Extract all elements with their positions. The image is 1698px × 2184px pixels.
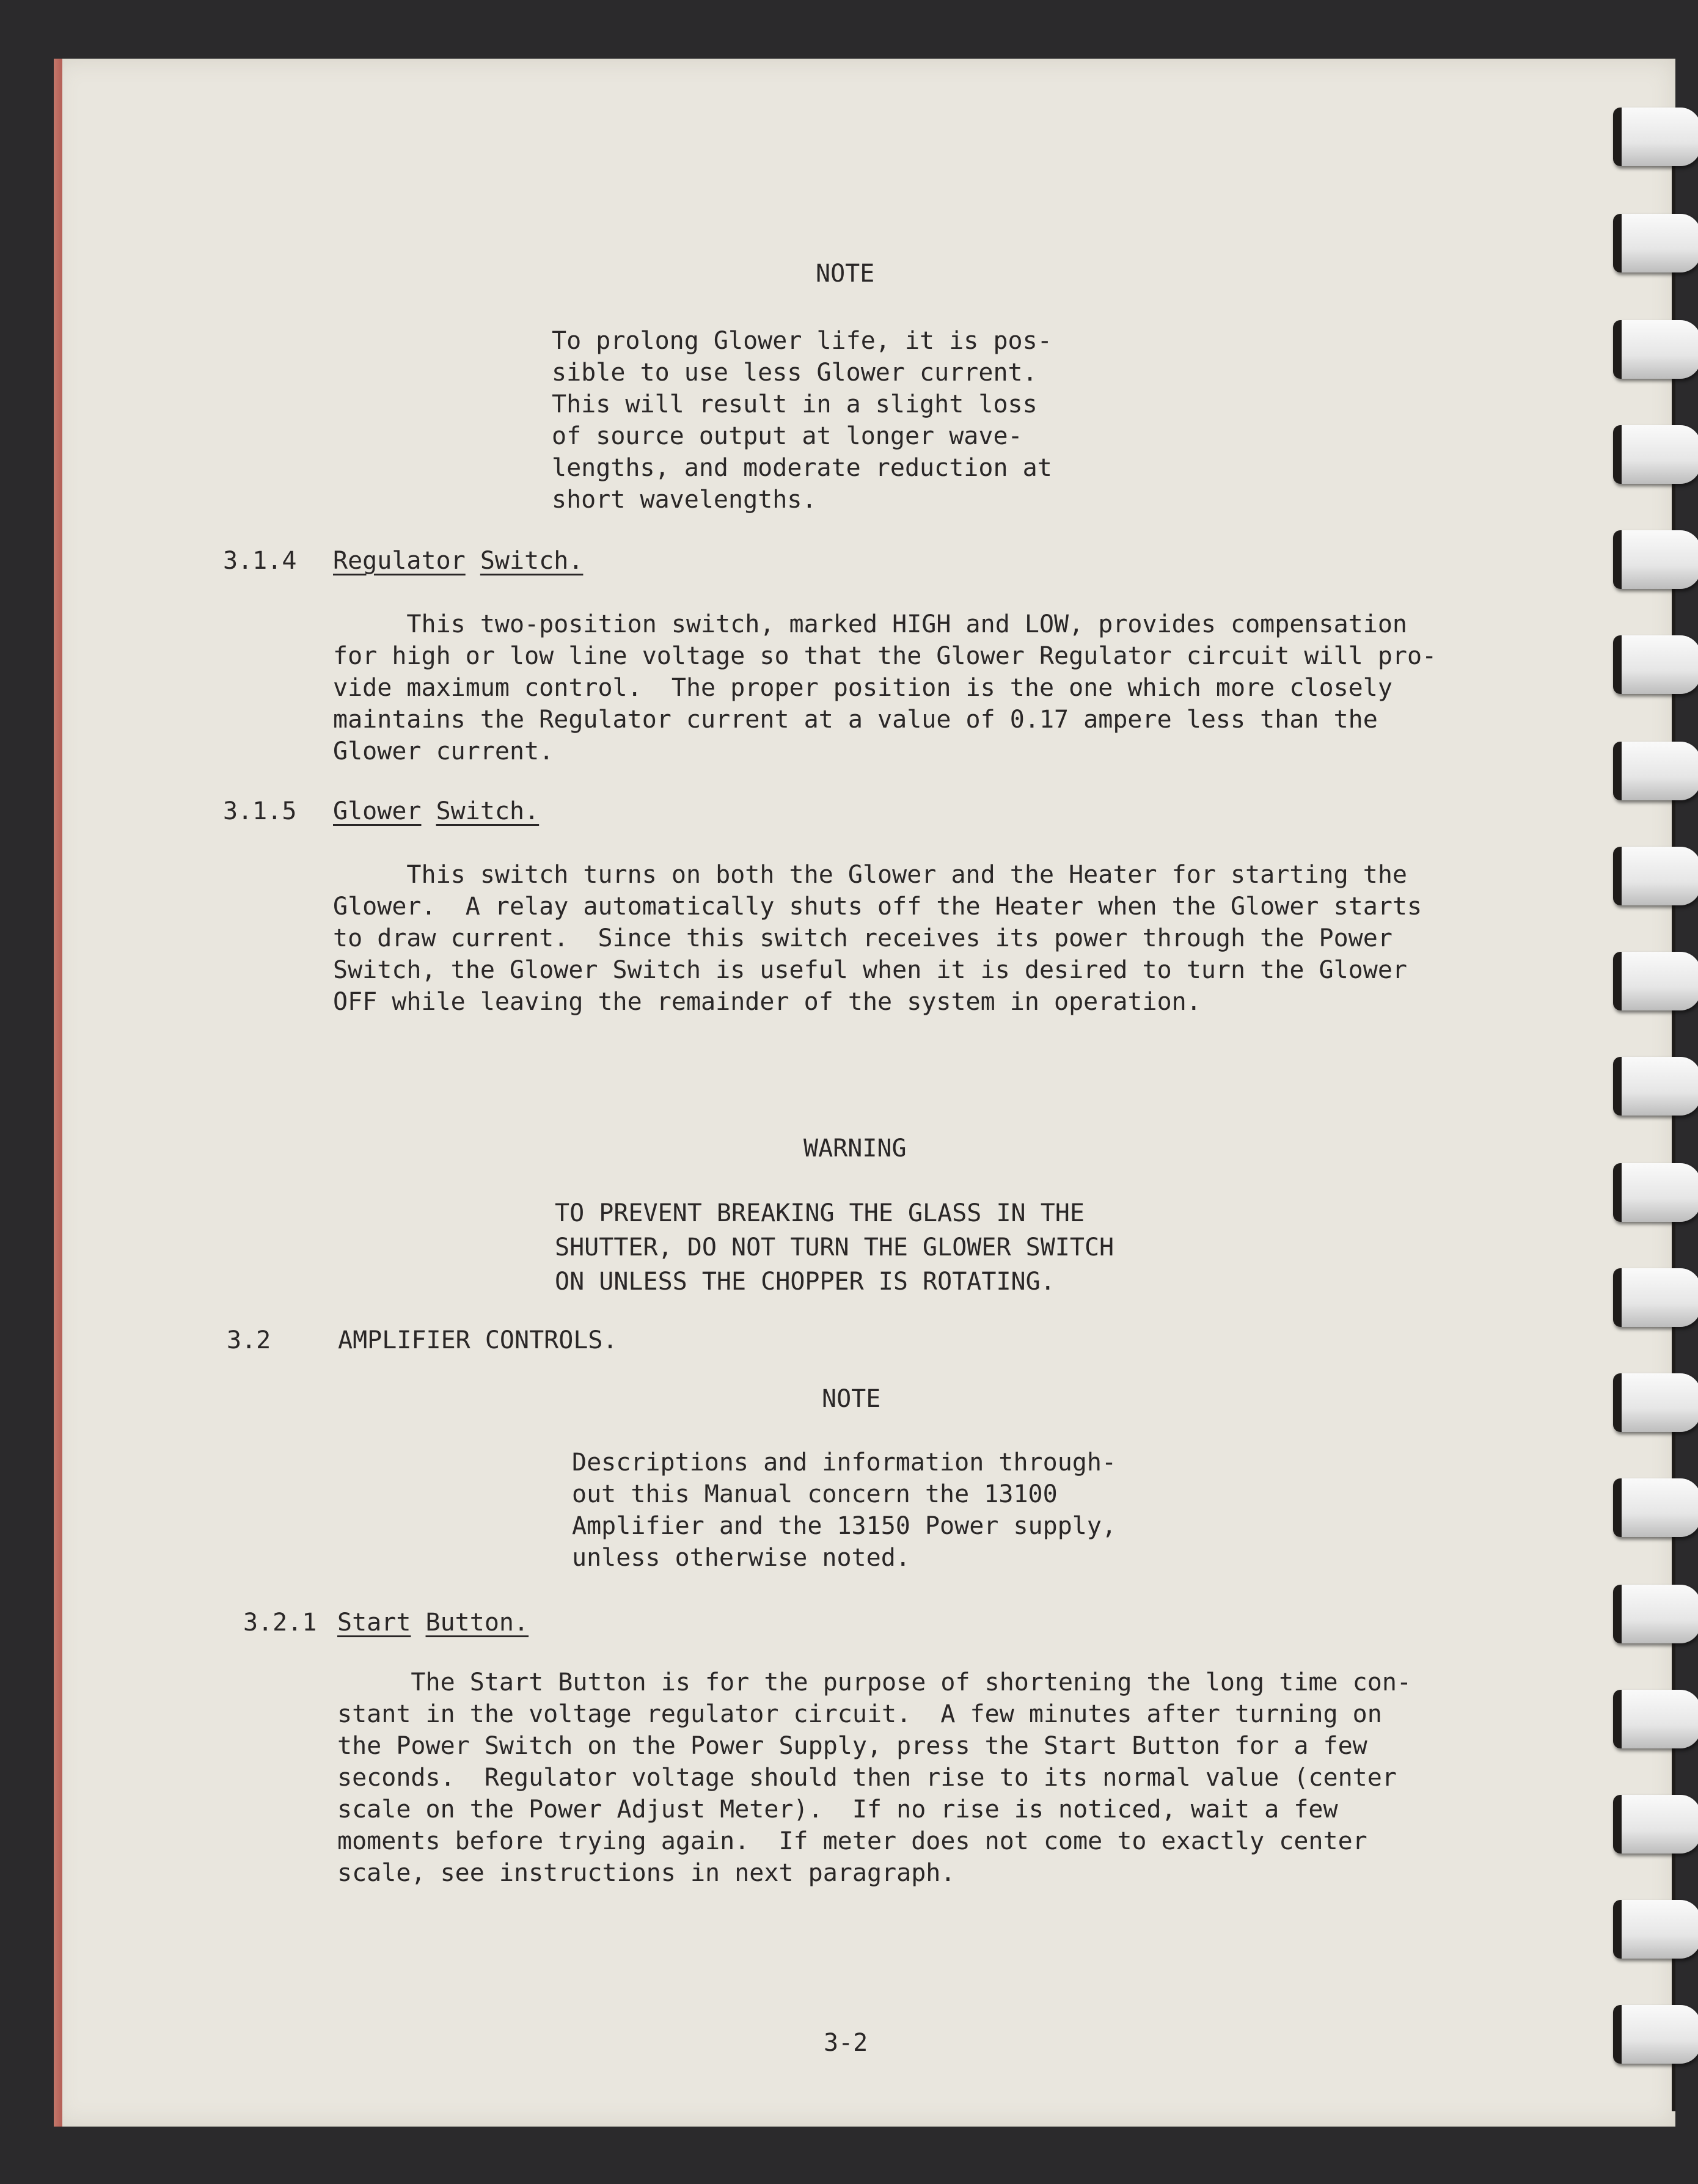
warning-line: ON UNLESS THE CHOPPER IS ROTATING. bbox=[555, 1268, 1055, 1296]
paragraph-line: vide maximum control. The proper position is the one which more closely bbox=[333, 674, 1392, 702]
warning-line: TO PREVENT BREAKING THE GLASS IN THE bbox=[555, 1199, 1085, 1227]
note-line: Amplifier and the 13150 Power supply, bbox=[572, 1512, 1117, 1540]
binding-ring bbox=[1613, 1163, 1698, 1222]
paragraph-line: for high or low line voltage so that the Glower Regulator circuit will pro- bbox=[333, 642, 1437, 670]
section-title-word: Start bbox=[337, 1609, 411, 1637]
note-body bbox=[572, 1447, 1116, 1574]
binding-ring bbox=[1613, 1585, 1698, 1643]
paragraph-line: Switch, the Glower Switch is useful when it is desired to turn the Glower bbox=[333, 956, 1407, 984]
note-body bbox=[552, 325, 1052, 516]
section-title bbox=[333, 545, 583, 577]
page-number: 3-2 bbox=[824, 2029, 868, 2057]
paragraph-line: Glower. A relay automatically shuts off the Heater when the Glower starts bbox=[333, 893, 1422, 921]
binding-ring bbox=[1613, 1795, 1698, 1853]
paragraph bbox=[333, 608, 1436, 767]
section-title-word: Switch. bbox=[436, 797, 540, 825]
warning-line: SHUTTER, DO NOT TURN THE GLOWER SWITCH bbox=[555, 1233, 1114, 1262]
binding-ring bbox=[1613, 1373, 1698, 1432]
section-number: 3.2.1 bbox=[243, 1609, 317, 1637]
binding-ring bbox=[1613, 952, 1698, 1010]
paragraph bbox=[337, 1667, 1411, 1889]
paragraph-line: OFF while leaving the remainder of the system in operation. bbox=[333, 988, 1201, 1016]
paragraph-line: scale on the Power Adjust Meter). If no rise is noticed, wait a few bbox=[337, 1795, 1338, 1824]
binding-ring bbox=[1613, 108, 1698, 166]
binding-ring bbox=[1613, 635, 1698, 694]
section-title-word: Button. bbox=[425, 1609, 529, 1637]
note-line: This will result in a slight loss bbox=[552, 390, 1037, 418]
binding-ring bbox=[1613, 425, 1698, 484]
section-number: 3.1.5 bbox=[223, 797, 297, 825]
binding-ring bbox=[1613, 742, 1698, 800]
page-edge bbox=[54, 59, 62, 2127]
note-heading: NOTE bbox=[816, 260, 875, 288]
section-title-word: Switch. bbox=[480, 547, 584, 575]
binding-ring bbox=[1613, 1268, 1698, 1327]
note-line: out this Manual concern the 13100 bbox=[572, 1480, 1058, 1508]
section-title bbox=[333, 795, 539, 827]
paragraph bbox=[333, 859, 1422, 1018]
section-title: AMPLIFIER CONTROLS. bbox=[338, 1326, 618, 1354]
paragraph-line: to draw current. Since this switch receives its power through the Power bbox=[333, 924, 1392, 952]
binding-ring bbox=[1613, 1690, 1698, 1748]
paragraph-line: stant in the voltage regulator circuit. A few minutes after turning on bbox=[337, 1700, 1382, 1728]
warning-heading: WARNING bbox=[803, 1134, 907, 1163]
warning-body bbox=[555, 1196, 1114, 1299]
document-page bbox=[54, 59, 1675, 2127]
paragraph-line: the Power Switch on the Power Supply, press the Start Button for a few bbox=[337, 1732, 1367, 1760]
paragraph-line: This switch turns on both the Glower and the Heater for starting the bbox=[333, 861, 1407, 889]
note-line: To prolong Glower life, it is pos- bbox=[552, 327, 1052, 355]
paragraph-line: Glower current. bbox=[333, 737, 554, 765]
spiral-binding bbox=[1613, 0, 1698, 2184]
note-line: short wavelengths. bbox=[552, 486, 817, 514]
binding-ring bbox=[1613, 1057, 1698, 1116]
binding-ring bbox=[1613, 320, 1698, 379]
note-heading: NOTE bbox=[822, 1385, 881, 1413]
binding-ring bbox=[1613, 530, 1698, 589]
binding-ring bbox=[1613, 214, 1698, 272]
binding-ring bbox=[1613, 1478, 1698, 1537]
paragraph-line: This two-position switch, marked HIGH and LOW, provides compensation bbox=[333, 610, 1407, 638]
note-line: sible to use less Glower current. bbox=[552, 359, 1037, 387]
section-title bbox=[337, 1607, 529, 1638]
section-title-word: Regulator bbox=[333, 547, 466, 575]
note-line: unless otherwise noted. bbox=[572, 1544, 910, 1572]
note-line: lengths, and moderate reduction at bbox=[552, 454, 1052, 482]
paragraph-line: moments before trying again. If meter does not come to exactly center bbox=[337, 1827, 1367, 1855]
paragraph-line: The Start Button is for the purpose of shortening the long time con- bbox=[337, 1668, 1411, 1696]
paragraph-line: maintains the Regulator current at a value of 0.17 ampere less than the bbox=[333, 706, 1378, 734]
note-line: Descriptions and information through- bbox=[572, 1448, 1117, 1477]
section-number: 3.1.4 bbox=[223, 547, 297, 575]
binding-ring bbox=[1613, 847, 1698, 905]
paragraph-line: scale, see instructions in next paragraph. bbox=[337, 1859, 956, 1887]
section-number: 3.2 bbox=[227, 1326, 271, 1354]
binding-ring bbox=[1613, 1900, 1698, 1959]
paragraph-line: seconds. Regulator voltage should then rise to its normal value (center bbox=[337, 1764, 1397, 1792]
binding-ring bbox=[1613, 2005, 1698, 2064]
section-title-word: Glower bbox=[333, 797, 422, 825]
note-line: of source output at longer wave- bbox=[552, 422, 1023, 450]
